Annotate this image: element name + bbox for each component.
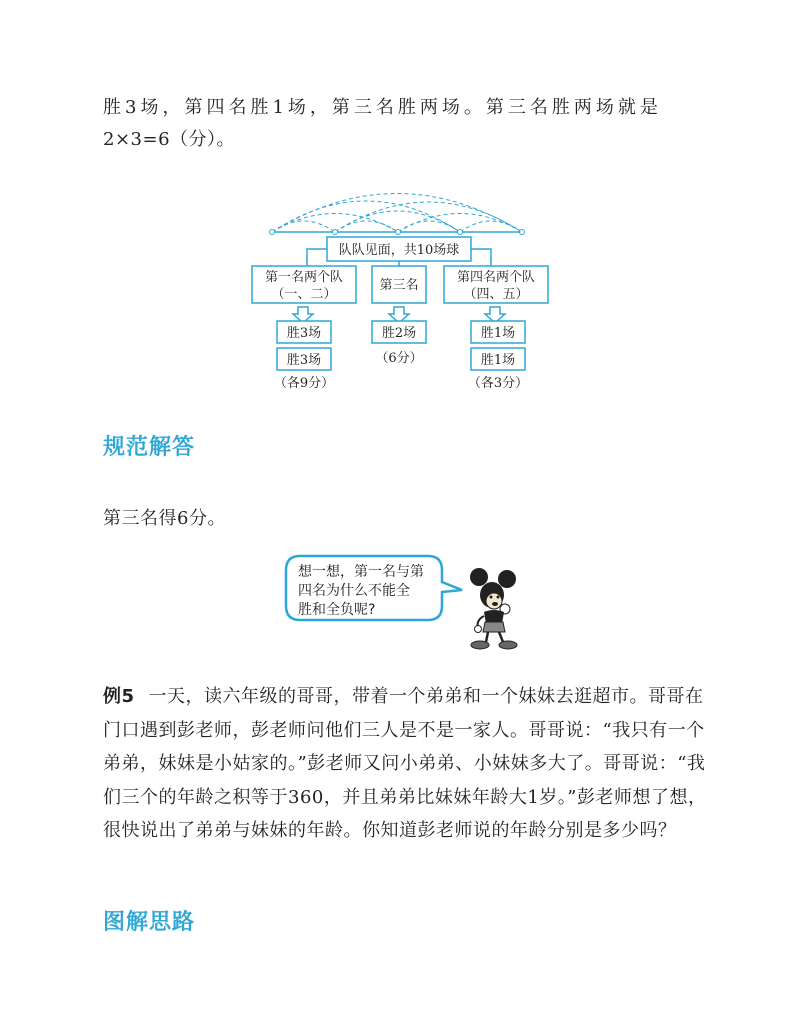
example-5-paragraph: [103, 680, 708, 848]
right-result-1: 胜1场: [480, 326, 516, 341]
bubble-line-2: 四名为什么不能全: [298, 583, 410, 599]
bubble-line-3: 胜和全负呢?: [298, 602, 376, 618]
speech-bubble: [286, 556, 462, 620]
mid-results: [372, 321, 426, 366]
section-title-answer: 规范解答: [103, 435, 196, 460]
answer-text: 第三名得6分。: [103, 508, 226, 529]
example-text: 一天，读六年级的哥哥，带着一个弟弟和一个妹妹去逛超市。哥哥在门口遇到彭老师，彭老师问他们三人是不是一家人。哥哥说：“我只有一个弟弟，妹妹是小姑家的。”彭老师又问小弟弟、小妹妹多大了。哥哥说：“我们三个的年龄之积等于360，并且弟弟比妹妹年龄大1岁。”彭老师想了想，很快说出了弟弟与妹妹的年龄。你知道彭老师说的年龄分别是多少吗？: [103, 686, 707, 841]
mid-result: 胜2场: [381, 326, 417, 341]
left-box-line-1: 第一名两个队: [264, 270, 344, 285]
right-note: （各3分）: [467, 376, 529, 391]
diagram-top-box: [327, 237, 471, 261]
cartoon-mouse-icon: [470, 568, 517, 649]
intro-line-2: 2×3=6（分）。: [103, 129, 236, 150]
intro-line-1: 胜3场，第四名胜1场，第三名胜两场。第三名胜两场就是: [103, 97, 662, 118]
bubble-line-1: 想一想，第一名与第: [298, 564, 424, 580]
diagram-right-box: [444, 266, 548, 303]
left-result-1: 胜3场: [286, 326, 322, 341]
team-line: [270, 230, 525, 235]
mid-box-label: 第三名: [379, 278, 419, 293]
section-title-diagram: 图解思路: [103, 910, 196, 935]
left-results: [274, 321, 334, 391]
left-note: （各9分）: [273, 376, 335, 391]
left-box-line-2: （一、二）: [271, 287, 337, 302]
right-result-2: 胜1场: [480, 353, 516, 368]
right-box-line-1: 第四名两个队: [456, 270, 536, 285]
right-results: [468, 321, 528, 391]
diagram-top-label: 队队见面，共10场球: [338, 243, 460, 258]
match-arcs: [272, 194, 522, 233]
diagram-left-box: [252, 266, 356, 303]
mid-note: （6分）: [375, 351, 423, 366]
diagram-mid-box: [372, 266, 426, 303]
right-box-line-2: （四、五）: [463, 287, 529, 302]
left-result-2: 胜3场: [286, 353, 322, 368]
example-label: 例5: [103, 686, 135, 707]
